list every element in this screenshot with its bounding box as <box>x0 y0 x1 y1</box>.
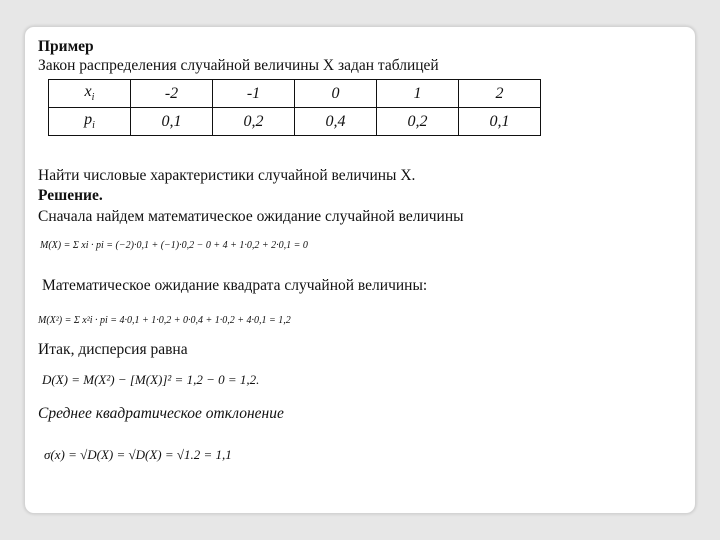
formula-expectation-square: M(X²) = Σ x²i · pi = 4·0,1 + 1·0,2 + 0·0,4 + 1·0,2 + 4·0,1 = 1,2 <box>38 315 291 326</box>
distribution-intro: Закон распределения случайной величины X задан таблицей <box>38 57 439 74</box>
step3-text: Итак, дисперсия равна <box>38 341 188 358</box>
example-heading: Пример <box>38 38 94 55</box>
row-label-p: $p_i$ <box>49 108 131 136</box>
table-row-x <box>49 80 541 108</box>
formula-variance: D(X) = M(X²) − [M(X)]² = 1,2 − 0 = 1,2. <box>42 372 260 387</box>
step4-text: Среднее квадратическое отклонение <box>38 405 284 422</box>
table-row-p <box>49 108 541 136</box>
table-cell: -1 <box>213 80 295 108</box>
table-cell: 2 <box>459 80 541 108</box>
table-cell: 0,2 <box>377 108 459 136</box>
distribution-table <box>48 79 541 136</box>
table-cell: 0,2 <box>213 108 295 136</box>
step2-text: Математическое ожидание квадрата случайной величины: <box>42 277 428 294</box>
table-cell: 1 <box>377 80 459 108</box>
task-text: Найти числовые характеристики случайной величины X. <box>38 167 416 184</box>
table-cell: -2 <box>131 80 213 108</box>
table-cell: 0,1 <box>459 108 541 136</box>
table-cell: 0,1 <box>131 108 213 136</box>
step1-text: Сначала найдем математическое ожидание случайной величины <box>38 208 464 225</box>
solution-label: Решение. <box>38 187 103 204</box>
table-cell: 0 <box>295 80 377 108</box>
formula-expectation: M(X) = Σ xi · pi = (−2)·0,1 + (−1)·0,2 − 0 + 4 + 1·0,2 + 2·0,1 = 0 <box>40 240 308 251</box>
table-cell: 0,4 <box>295 108 377 136</box>
row-label-x: $x_i$ <box>49 80 131 108</box>
formula-std-deviation: σ(x) = √D(X) = √D(X) = √1.2 = 1,1 <box>44 447 232 462</box>
